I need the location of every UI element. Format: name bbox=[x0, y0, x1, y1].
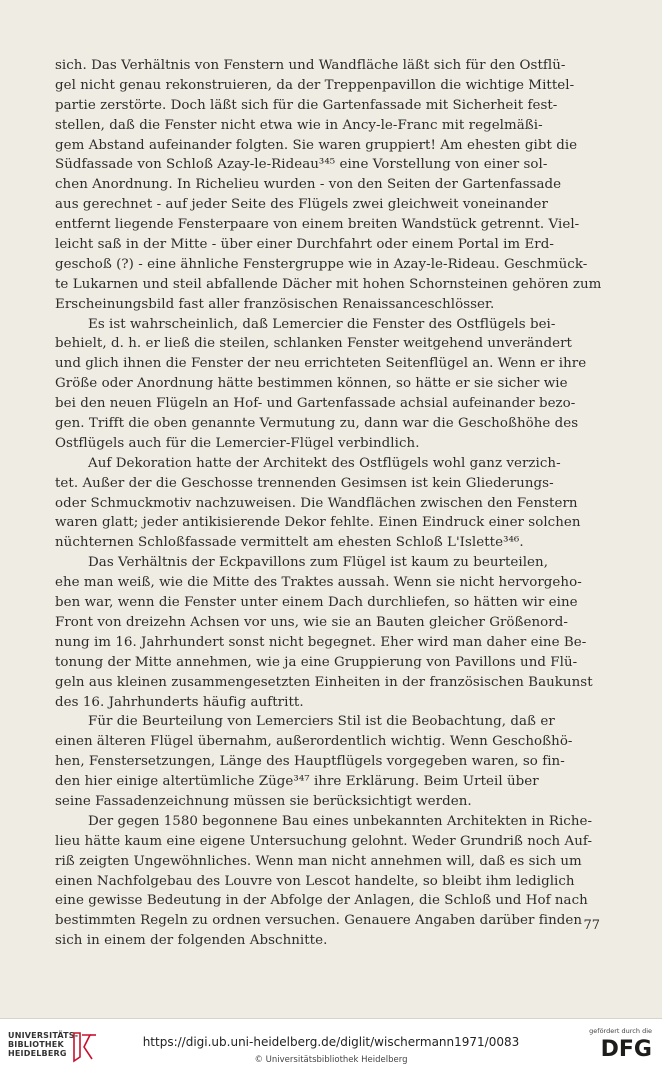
library-name-line3: HEIDELBERG bbox=[8, 1049, 67, 1058]
text-line: sich in einem der folgenden Abschnitte. bbox=[55, 933, 328, 949]
text-line: einen älteren Flügel übernahm, außerordentlich wichtig. Wenn Geschoßhö- bbox=[55, 734, 573, 750]
text-line: stellen, daß die Fenster nicht etwa wie in Ancy-le-Franc mit regelmäßi- bbox=[55, 117, 543, 133]
text-line: geln aus kleinen zusammengesetzten Einheiten in der französischen Baukunst bbox=[55, 674, 593, 690]
text-line: aus gerechnet - auf jeder Seite des Flügels zwei gleichweit voneinander bbox=[55, 197, 548, 213]
page-number: 77 bbox=[583, 918, 600, 933]
text-line: bei den neuen Flügeln an Hof- und Gartenfassade achsial aufeinander bezo- bbox=[55, 396, 576, 412]
text-line: gel nicht genau rekonstruieren, da der Treppenpavillon die wichtige Mittel- bbox=[55, 77, 575, 93]
text-line: te Lukarnen und steil abfallende Dächer mit hohen Schornsteinen gehören zum bbox=[55, 276, 602, 292]
body-text bbox=[55, 56, 615, 951]
text-line: oder Schmuckmotiv nachzuweisen. Die Wandflächen zwischen den Fenstern bbox=[55, 495, 578, 511]
text-line: Es ist wahrscheinlich, daß Lemercier die Fenster des Ostflügels bei- bbox=[88, 316, 556, 332]
text-line: geschoß (?) - eine ähnliche Fenstergruppe wie in Azay-le-Rideau. Geschmück- bbox=[55, 256, 588, 272]
text-line: Südfassade von Schloß Azay-le-Rideau³⁴⁵ eine Vorstellung von einer sol- bbox=[55, 157, 548, 173]
dfg-logo-text: DFG bbox=[600, 1037, 652, 1062]
text-line: leicht saß in der Mitte - über einer Durchfahrt oder einem Portal im Erd- bbox=[55, 237, 554, 253]
text-line: riß zeigten Ungewöhnliches. Wenn man nicht annehmen will, daß es sich um bbox=[55, 853, 582, 869]
text-line: einen Nachfolgebau des Louvre von Lescot handelte, so bleibt ihm lediglich bbox=[55, 873, 575, 889]
text-line: Front von dreizehn Achsen vor uns, wie sie an Bauten gleicher Größenord- bbox=[55, 614, 568, 630]
text-line: Größe oder Anordnung hätte bestimmen können, so hätte er sie sicher wie bbox=[55, 376, 568, 392]
funded-by-text: gefördert durch die bbox=[589, 1027, 652, 1035]
text-line: seine Fassadenzeichnung müssen sie berücksichtigt werden. bbox=[55, 793, 472, 809]
text-line: gem Abstand aufeinander folgten. Sie waren gruppiert! Am ehesten gibt die bbox=[55, 137, 578, 153]
text-line: Für die Beurteilung von Lemerciers Stil ist die Beobachtung, daß er bbox=[88, 714, 555, 730]
document-url-link[interactable]: https://digi.ub.uni-heidelberg.de/diglit/wischermann1971/0083 bbox=[142, 1035, 520, 1049]
footer-bar bbox=[0, 1018, 662, 1076]
text-line: und glich ihnen die Fenster der neu errichteten Seitenflügel an. Wenn er ihre bbox=[55, 356, 587, 372]
text-line: sich. Das Verhältnis von Fenstern und Wandfläche läßt sich für den Ostflü- bbox=[55, 58, 566, 73]
text-line: nüchternen Schloßfassade vermittelt am ehesten Schloß L'Islette³⁴⁶. bbox=[55, 535, 524, 551]
text-line: behielt, d. h. er ließ die steilen, schlanken Fenster weitgehend unverändert bbox=[55, 336, 572, 352]
text-line: Der gegen 1580 begonnene Bau eines unbekannten Architekten in Riche- bbox=[88, 813, 593, 829]
text-line: ehe man weiß, wie die Mitte des Traktes aussah. Wenn sie nicht hervorgeho- bbox=[55, 575, 582, 591]
copyright-text: © Universitätsbibliothek Heidelberg bbox=[254, 1055, 408, 1065]
text-line: bestimmten Regeln zu ordnen versuchen. Genauere Angaben darüber finden bbox=[55, 913, 583, 929]
text-line: Erscheinungsbild fast aller französischen Renaissanceschlösser. bbox=[55, 296, 495, 312]
text-line: lieu hätte kaum eine eigene Untersuchung gelohnt. Weder Grundriß noch Auf- bbox=[55, 833, 593, 849]
text-line: partie zerstörte. Doch läßt sich für die Gartenfassade mit Sicherheit fest- bbox=[55, 97, 558, 113]
text-line: tet. Außer der die Geschosse trennenden Gesimsen ist kein Gliederungs- bbox=[55, 475, 554, 491]
text-line: Auf Dekoration hatte der Architekt des Ostflügels wohl ganz verzich- bbox=[88, 455, 561, 471]
text-line: gen. Trifft die oben genannte Vermutung zu, dann war die Geschoßhöhe des bbox=[55, 416, 579, 432]
library-name-line1: UNIVERSITÄTS- bbox=[8, 1031, 79, 1040]
dfg-logo[interactable] bbox=[586, 1027, 652, 1071]
library-name-line2: BIBLIOTHEK bbox=[8, 1040, 64, 1049]
text-line: hen, Fenstersetzungen, Länge des Hauptflügels vorgegeben waren, so fin- bbox=[55, 754, 565, 770]
text-line: chen Anordnung. In Richelieu wurden - von den Seiten der Gartenfassade bbox=[55, 177, 562, 193]
text-line: tonung der Mitte annehmen, wie ja eine Gruppierung von Pavillons und Flü- bbox=[55, 654, 578, 670]
text-line: ben war, wenn die Fenster unter einem Dach durchliefen, so hätten wir eine bbox=[55, 595, 578, 611]
text-line: entfernt liegende Fensterpaare von einem breiten Wandstück getrennt. Viel- bbox=[55, 217, 580, 233]
text-line: nung im 16. Jahrhundert sonst nicht begegnet. Eher wird man daher eine Be- bbox=[55, 634, 587, 650]
text-line: eine gewisse Bedeutung in der Abfolge der Anlagen, die Schloß und Hof nach bbox=[55, 893, 588, 909]
text-line: den hier einige altertümliche Züge³⁴⁷ ihre Erklärung. Beim Urteil über bbox=[55, 774, 539, 790]
text-line: waren glatt; jeder antikisierende Dekor fehlte. Einen Eindruck einer solchen bbox=[55, 515, 581, 531]
text-line: Ostflügels auch für die Lemercier-Flügel verbindlich. bbox=[55, 435, 420, 451]
text-line: des 16. Jahrhunderts häufig auftritt. bbox=[55, 694, 304, 710]
text-line: Das Verhältnis der Eckpavillons zum Flügel ist kaum zu beurteilen, bbox=[88, 555, 549, 571]
